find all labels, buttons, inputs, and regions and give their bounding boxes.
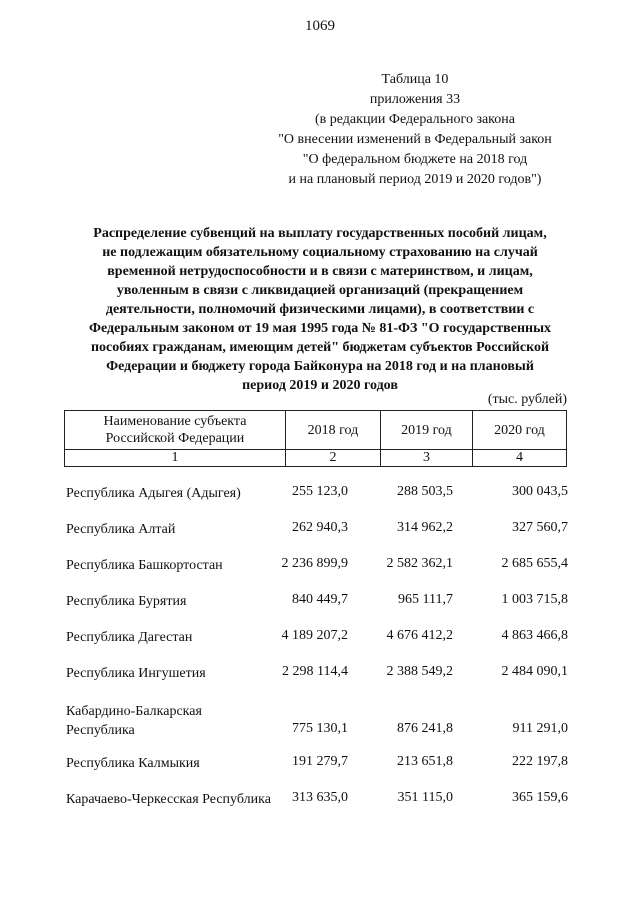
column-number: 4: [472, 450, 566, 467]
region-name: Республика Алтай: [66, 522, 176, 537]
header-line: "О внесении изменений в Федеральный закон: [278, 132, 552, 147]
region-name: [66, 702, 291, 740]
value-2020: 300 043,5: [512, 484, 568, 499]
table-row: [66, 592, 568, 628]
table-row: [66, 484, 568, 520]
value-2018: 191 279,7: [292, 754, 348, 769]
column-header-2019: 2019 год: [380, 411, 472, 450]
region-name: Республика Калмыкия: [66, 756, 200, 771]
units-label: (тыс. рублей): [487, 392, 567, 407]
column-header-region: [65, 411, 286, 450]
value-2020: 365 159,6: [512, 790, 568, 805]
value-2020: 4 863 466,8: [501, 628, 568, 643]
table-row: [66, 628, 568, 664]
column-header-2020: 2020 год: [472, 411, 566, 450]
value-2018: 775 130,1: [292, 721, 348, 736]
value-2019: 4 676 412,2: [386, 628, 453, 643]
title-line: временной нетрудоспособности и в связи с материнством, и лицам,: [107, 264, 533, 279]
document-title: [60, 224, 580, 395]
value-2018: 2 298 114,4: [282, 664, 348, 679]
title-line: пособиях гражданам, имеющим детей" бюджетам субъектов Российской: [90, 340, 550, 355]
table-row: [66, 520, 568, 556]
value-2020: 1 003 715,8: [501, 592, 568, 607]
value-2019: 876 241,8: [397, 721, 453, 736]
value-2019: 314 962,2: [397, 520, 453, 535]
title-line: Федерации и бюджету города Байконура на 2018 год и на плановый: [106, 359, 534, 374]
header-line: "О федеральном бюджете на 2018 год: [302, 152, 528, 167]
title-line: Распределение субвенций на выплату государственных пособий лицам,: [93, 226, 547, 241]
table-row: [66, 664, 568, 700]
region-name: Республика Адыгея (Адыгея): [66, 486, 241, 501]
header-line: (в редакции Федерального закона: [315, 112, 515, 127]
title-line: Федеральным законом от 19 мая 1995 года № 81-ФЗ "О государственных: [88, 321, 552, 336]
region-name-line2: Республика: [66, 723, 135, 738]
column-number: 1: [65, 450, 286, 467]
value-2019: 288 503,5: [397, 484, 453, 499]
region-name: Республика Ингушетия: [66, 666, 206, 681]
value-2019: 2 388 549,2: [386, 664, 453, 679]
region-name-line1: Кабардино-Балкарская: [66, 704, 202, 719]
value-2019: 965 111,7: [398, 592, 453, 607]
value-2020: 2 685 655,4: [501, 556, 568, 571]
header-line: Таблица 10: [381, 72, 449, 87]
value-2019: 2 582 362,1: [386, 556, 453, 571]
column-header-2018: 2018 год: [285, 411, 380, 450]
table-row: [66, 790, 568, 826]
table-body: [66, 484, 568, 826]
page-number: 1069: [305, 18, 335, 34]
title-line: деятельности, полномочий физическими лицами), в соответствии с: [105, 302, 535, 317]
region-name: Республика Бурятия: [66, 594, 187, 609]
header-line: и на плановый период 2019 и 2020 годов"): [288, 172, 542, 187]
region-name: Республика Дагестан: [66, 630, 193, 645]
value-2019: 213 651,8: [397, 754, 453, 769]
header-line: приложения 33: [369, 92, 461, 107]
column-number: 3: [380, 450, 472, 467]
value-2020: 327 560,7: [512, 520, 568, 535]
value-2018: 840 449,7: [292, 592, 348, 607]
column-number: 2: [285, 450, 380, 467]
value-2018: 262 940,3: [292, 520, 348, 535]
region-name: Карачаево-Черкесская Республика: [66, 792, 271, 807]
table-row: [66, 556, 568, 592]
title-line: период 2019 и 2020 годов: [242, 378, 398, 393]
column-header-region-line2: Российской Федерации: [105, 431, 245, 446]
value-2019: 351 115,0: [397, 790, 453, 805]
table-header: [64, 410, 567, 467]
value-2018: 313 635,0: [292, 790, 348, 805]
title-line: не подлежащим обязательному социальному страхованию на случай: [102, 245, 538, 260]
table-reference-header: [250, 70, 580, 190]
value-2020: 222 197,8: [512, 754, 568, 769]
region-name: Республика Башкортостан: [66, 558, 223, 573]
title-line: уволенным в связи с ликвидацией организаций (прекращением: [116, 283, 524, 298]
value-2020: 2 484 090,1: [501, 664, 568, 679]
value-2018: 255 123,0: [292, 484, 348, 499]
value-2020: 911 291,0: [512, 721, 568, 736]
table-row: [66, 754, 568, 790]
value-2018: 2 236 899,9: [281, 556, 348, 571]
table-row: [66, 702, 568, 754]
value-2018: 4 189 207,2: [281, 628, 348, 643]
column-header-region-line1: Наименование субъекта: [103, 414, 247, 429]
